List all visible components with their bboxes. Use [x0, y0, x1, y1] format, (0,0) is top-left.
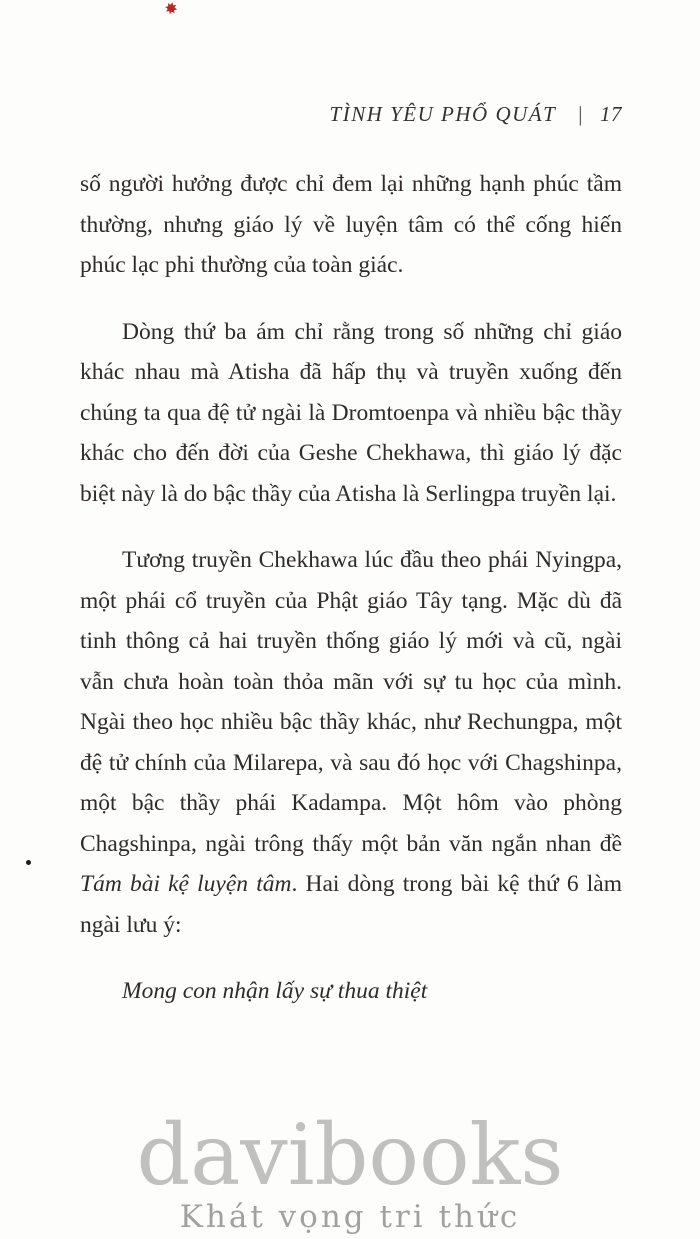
paragraph-3-text-after: . Hai dòng trong bài kệ thứ 6 làm ngài lưu ý:: [80, 871, 622, 938]
paragraph-3: [80, 540, 622, 945]
page-body: [80, 164, 622, 1038]
running-header: [80, 102, 622, 127]
watermark-brand: davibooks: [136, 1105, 564, 1204]
book-title-inline: Tám bài kệ luyện tâm: [80, 871, 292, 897]
header-separator: |: [578, 102, 584, 126]
verse-quote: Mong con nhận lấy sự thua thiệt: [122, 978, 428, 1004]
red-printers-mark-icon: ✸: [162, 0, 180, 20]
watermark: [0, 1105, 700, 1235]
page-number: 17: [600, 102, 622, 126]
paragraph-2: Dòng thứ ba ám chỉ rằng trong số những chỉ giáo khác nhau mà Atisha đã hấp thụ và truyền xuống đến chúng ta qua đệ tử ngài là Dromtoenpa và nhiều bậc thầy khác cho đến đời của Geshe Chekhawa, thì giáo lý đặc biệt này là do bậc thầy của Atisha là Serlingpa truyền lại.: [80, 318, 622, 507]
watermark-tagline: Khát vọng tri thức: [179, 1199, 521, 1235]
running-title: TÌNH YÊU PHỔ QUÁT: [329, 102, 557, 126]
paragraph-3-text: Tương truyền Chekhawa lúc đầu theo phái Nyingpa, một phái cổ truyền của Phật giáo Tây tạng. Mặc dù đã tinh thông cả hai truyền thống giáo lý mới và cũ, ngài vẫn chưa hoàn toàn thỏa mãn với sự tu học của mình. Ngài theo học nhiều bậc thầy khác, như Rechungpa, một đệ tử chính của Milarepa, và sau đó học với Chagshinpa, một bậc thầy phái Kadampa. Một hôm vào phòng Chagshinpa, ngài trông thấy một bản văn ngắn nhan đề: [80, 547, 622, 857]
stray-ink-dot: [26, 860, 31, 865]
paragraph-1: số người hưởng được chỉ đem lại những hạnh phúc tầm thường, nhưng giáo lý về luyện tâm có thể cống hiến phúc lạc phi thường của toàn giác.: [80, 171, 622, 278]
